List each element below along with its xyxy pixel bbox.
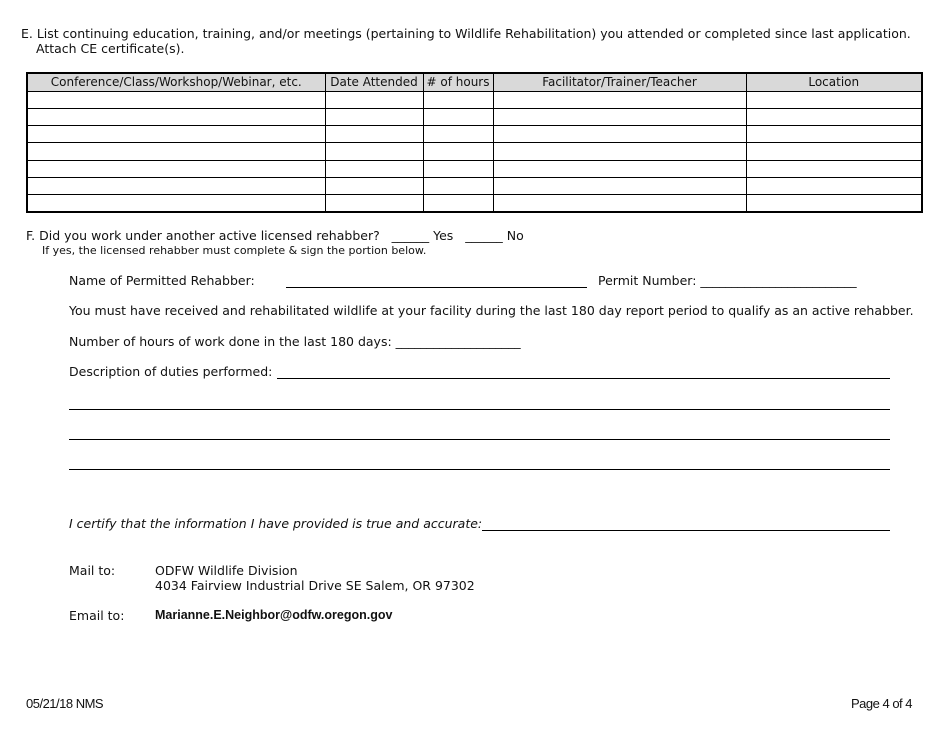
table-cell[interactable] xyxy=(27,160,325,177)
ce-header-hours: # of hours xyxy=(423,73,493,92)
ce-header-date: Date Attended xyxy=(325,73,423,92)
yes-blank[interactable]: ______ xyxy=(391,228,430,243)
table-cell[interactable] xyxy=(493,177,746,194)
table-cell[interactable] xyxy=(493,126,746,143)
table-row xyxy=(27,160,922,177)
no-blank[interactable]: ______ xyxy=(465,228,503,243)
table-cell[interactable] xyxy=(325,92,423,109)
section-f-question xyxy=(26,228,524,243)
email-address-link[interactable]: Marianne.E.Neighbor@odfw.oregon.gov xyxy=(155,608,393,622)
duties-line-4[interactable] xyxy=(69,469,890,470)
duties-line-2[interactable] xyxy=(69,409,890,410)
table-cell[interactable] xyxy=(423,143,493,160)
table-cell[interactable] xyxy=(423,126,493,143)
hours-label: Number of hours of work done in the last 180 days: xyxy=(69,334,392,349)
table-cell[interactable] xyxy=(746,177,922,194)
section-e-line2: Attach CE certificate(s). xyxy=(36,41,185,56)
table-cell[interactable] xyxy=(423,160,493,177)
table-cell[interactable] xyxy=(27,92,325,109)
ce-table xyxy=(26,72,923,213)
table-cell[interactable] xyxy=(746,126,922,143)
rehabber-name-field[interactable] xyxy=(286,287,587,288)
duties-label: Description of duties performed: xyxy=(69,364,273,379)
table-cell[interactable] xyxy=(493,92,746,109)
table-cell[interactable] xyxy=(325,160,423,177)
table-cell[interactable] xyxy=(27,143,325,160)
table-cell[interactable] xyxy=(493,160,746,177)
requirement-text: You must have received and rehabilitated wildlife at your facility during the last 180 day report period to qualify as an active rehabber. xyxy=(69,303,914,318)
table-cell[interactable] xyxy=(423,92,493,109)
table-cell[interactable] xyxy=(325,109,423,126)
table-cell[interactable] xyxy=(746,109,922,126)
table-cell[interactable] xyxy=(27,109,325,126)
table-cell[interactable] xyxy=(493,109,746,126)
table-cell[interactable] xyxy=(493,143,746,160)
table-cell[interactable] xyxy=(325,126,423,143)
table-cell[interactable] xyxy=(325,177,423,194)
table-cell[interactable] xyxy=(746,160,922,177)
table-cell[interactable] xyxy=(325,143,423,160)
ce-header-location: Location xyxy=(746,73,922,92)
permit-number-field[interactable]: _________________________ xyxy=(700,273,857,288)
table-row xyxy=(27,177,922,194)
table-cell[interactable] xyxy=(746,92,922,109)
table-cell[interactable] xyxy=(746,143,922,160)
email-label: Email to: xyxy=(69,608,125,623)
hours-row xyxy=(69,334,521,349)
table-cell[interactable] xyxy=(27,126,325,143)
table-cell[interactable] xyxy=(423,194,493,212)
ce-header-facilitator: Facilitator/Trainer/Teacher xyxy=(493,73,746,92)
table-row xyxy=(27,143,922,160)
table-cell[interactable] xyxy=(27,177,325,194)
section-f-note: If yes, the licensed rehabber must complete & sign the portion below. xyxy=(42,244,427,257)
footer-date: 05/21/18 NMS xyxy=(26,696,104,711)
rehabber-name-label: Name of Permitted Rehabber: xyxy=(69,273,255,288)
section-f-question-text: F. Did you work under another active licensed rehabber? xyxy=(26,228,380,243)
table-cell[interactable] xyxy=(423,177,493,194)
table-cell[interactable] xyxy=(493,194,746,212)
table-cell[interactable] xyxy=(746,194,922,212)
permit-number-row xyxy=(598,273,857,288)
hours-field[interactable]: ____________________ xyxy=(395,334,521,349)
mail-org: ODFW Wildlife Division xyxy=(155,563,298,578)
table-row xyxy=(27,109,922,126)
footer-page-number: Page 4 of 4 xyxy=(851,696,912,711)
mail-address: 4034 Fairview Industrial Drive SE Salem, OR 97302 xyxy=(155,578,475,593)
table-row xyxy=(27,92,922,109)
certify-label: I certify that the information I have provided is true and accurate: xyxy=(69,516,483,531)
certify-signature-line[interactable] xyxy=(482,530,890,531)
table-cell[interactable] xyxy=(423,109,493,126)
section-e-line1: E. List continuing education, training, and/or meetings (pertaining to Wildlife Rehabilitation) you attended or completed since last application. xyxy=(21,26,911,41)
table-row xyxy=(27,126,922,143)
mail-label: Mail to: xyxy=(69,563,116,578)
duties-line-1[interactable] xyxy=(277,378,890,379)
ce-table-header-row xyxy=(27,73,922,92)
duties-line-3[interactable] xyxy=(69,439,890,440)
table-row xyxy=(27,194,922,212)
yes-label: Yes xyxy=(433,228,454,243)
table-cell[interactable] xyxy=(27,194,325,212)
section-e-instructions xyxy=(21,26,911,56)
no-label: No xyxy=(506,228,524,243)
table-cell[interactable] xyxy=(325,194,423,212)
permit-number-label: Permit Number: xyxy=(598,273,697,288)
ce-header-conference: Conference/Class/Workshop/Webinar, etc. xyxy=(27,73,325,92)
